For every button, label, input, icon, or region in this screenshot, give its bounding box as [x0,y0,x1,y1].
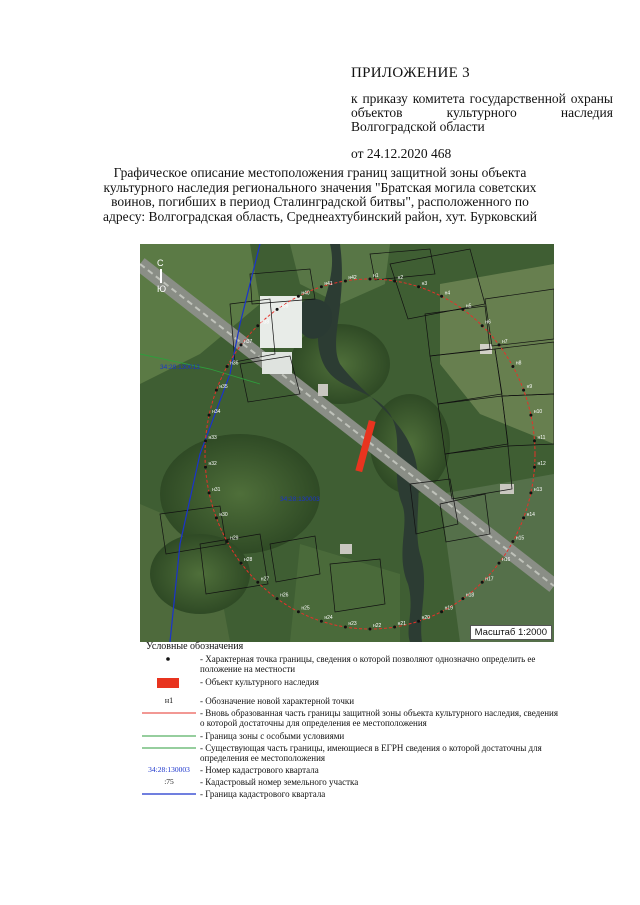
boundary-point-label: н10 [533,409,543,416]
boundary-point [533,466,536,469]
legend-desc: - Кадастровый номер земельного участка [200,777,359,787]
boundary-point [529,414,532,417]
boundary-point [344,280,347,283]
boundary-point [393,280,396,283]
legend-desc: - Существующая часть границы, имеющиеся в ЕГРН сведения о которой достаточны для определения ее местоположения [200,743,542,763]
legend-desc: - Граница кадастрового квартала [200,789,326,799]
boundary-point-label: н34 [212,409,221,416]
boundary-point [297,610,300,613]
boundary-point-label: н36 [230,360,239,367]
boundary-point-label: н12 [537,461,546,468]
boundary-point-label: н20 [421,615,430,622]
legend-new-point-label: н1 [164,696,174,705]
compass-north-label: С [157,258,164,268]
cadastral-quarter-label-2: 34:28:130003 [280,496,320,503]
order-date: от 24.12.2020 468 [351,146,452,161]
boundary-point-label: н29 [230,535,239,542]
boundary-point [256,581,259,584]
boundary-point [498,562,501,565]
boundary-point-label: н2 [397,275,404,281]
legend-desc: - Объект культурного наследия [200,677,319,687]
boundary-point [511,365,514,368]
boundary-point [297,295,300,298]
boundary-point [256,324,259,327]
boundary-point [208,414,211,417]
boundary-point [481,324,484,327]
boundary-point-label: н28 [244,557,253,564]
legend-desc: - Граница зоны с особыми условиями [200,731,345,741]
boundary-point [369,278,372,281]
boundary-point [320,285,323,288]
boundary-point [529,491,532,494]
cadastral-quarter-label-1: 34:28:130013 [160,364,200,371]
map-scale: Масштаб 1:2000 [470,625,552,640]
boundary-point [533,439,536,442]
boundary-point-label: н4 [444,290,451,297]
boundary-point [522,516,525,519]
building [318,384,328,396]
boundary-point-label: н41 [324,280,333,287]
boundary-point [461,597,464,600]
compass-south-label: Ю [157,284,167,294]
legend [140,641,560,799]
boundary-point [481,581,484,584]
boundary-point [440,610,443,613]
boundary-point [215,516,218,519]
boundary-point-label: н18 [465,592,475,599]
boundary-point [204,466,207,469]
legend-desc: - Номер кадастрового квартала [200,765,319,775]
boundary-point-label: н27 [260,576,270,583]
boundary-point-label: н38 [260,319,270,326]
legend-desc: - Обозначение новой характерной точки [200,696,355,706]
boundary-point-label: н16 [502,557,511,564]
boundary-point-label: н9 [526,384,533,391]
order-text: к приказу комитета государственной охраны объектов культурного наследия Волгоградской области [351,91,613,134]
legend-title: Условные обозначения [146,641,244,652]
boundary-point-label: н17 [485,576,494,583]
boundary-point-label: н22 [373,623,382,629]
boundary-point [461,308,464,311]
boundary-point [440,295,443,298]
boundary-point-label: н3 [421,280,428,287]
boundary-point-label: н30 [219,511,228,518]
legend-red-rect-symbol [140,677,198,689]
boundary-point-label: н21 [397,621,406,627]
boundary-point-label: н42 [348,275,357,281]
boundary-point [393,626,396,629]
boundary-point-label: н31 [212,486,221,493]
boundary-point-label: н6 [485,319,491,326]
legend-green-line-symbol [140,731,198,743]
legend-point-symbol [140,654,198,666]
boundary-point-label: н39 [280,303,289,310]
legend-green-line-symbol [140,743,198,755]
boundary-point-label: н40 [301,290,310,297]
field-southeast [440,474,554,642]
boundary-point-label: н24 [324,615,333,622]
boundary-point-label: н33 [208,434,217,441]
boundary-point-label: н25 [301,605,310,612]
boundary-point [369,628,372,631]
boundary-point-label: н26 [280,592,289,599]
appendix-title: ПРИЛОЖЕНИЕ 3 [351,65,470,81]
boundary-point [498,343,501,346]
boundary-point [208,491,211,494]
boundary-point-label: н15 [515,535,525,542]
boundary-point [240,343,243,346]
legend-desc: - Вновь образованная часть границы защитной зоны объекта культурного наследия, сведения о которой достаточны для определения ее местоположения [200,708,558,728]
boundary-point [320,620,323,623]
document-title: Графическое описание местоположения границ защитной зоны объекта культурного наследия регионального значения "Братская могила советских воинов, погибших в период Сталинградской битвы", расположенного по адресу: Волгоградская область, Среднеахтубинский район, хут. Бурковский [103,165,537,224]
boundary-point [417,620,420,623]
boundary-point-label: н23 [348,621,357,627]
greenhouse-block [262,352,292,374]
building [340,544,352,554]
legend-desc: - Характерная точка границы, сведения о которой позволяют однозначно определить ее положение на местности [200,654,536,674]
boundary-point-label: н11 [537,434,546,441]
boundary-point [417,285,420,288]
boundary-point-label: н8 [515,360,522,367]
boundary-point [344,626,347,629]
satellite-map [140,244,554,642]
boundary-point [276,308,279,311]
boundary-point [511,540,514,543]
boundary-point-label: н35 [219,384,228,391]
boundary-point-label: н32 [208,461,217,468]
boundary-point [226,540,229,543]
legend-parcel-label: :75 [164,777,174,786]
legend-blue-line-symbol [140,789,198,801]
boundary-point [276,597,279,600]
boundary-point-label: н19 [444,605,453,612]
boundary-point-label: н1 [373,273,379,279]
boundary-point-label: н37 [244,338,253,345]
legend-blue-text-label: 34:28:130003 [148,765,190,774]
forest-patch [160,434,320,554]
compass-needle [160,269,162,283]
legend-red-line-symbol [140,708,198,720]
boundary-point [226,365,229,368]
boundary-point-label: н13 [533,486,543,493]
boundary-point-label: н5 [465,303,472,310]
map-svg [140,244,554,642]
boundary-point-label: н14 [526,511,535,518]
boundary-point [522,389,525,392]
boundary-point [204,439,207,442]
boundary-point-label: н7 [502,338,508,345]
boundary-point [240,562,243,565]
compass [153,260,169,296]
boundary-point [215,389,218,392]
